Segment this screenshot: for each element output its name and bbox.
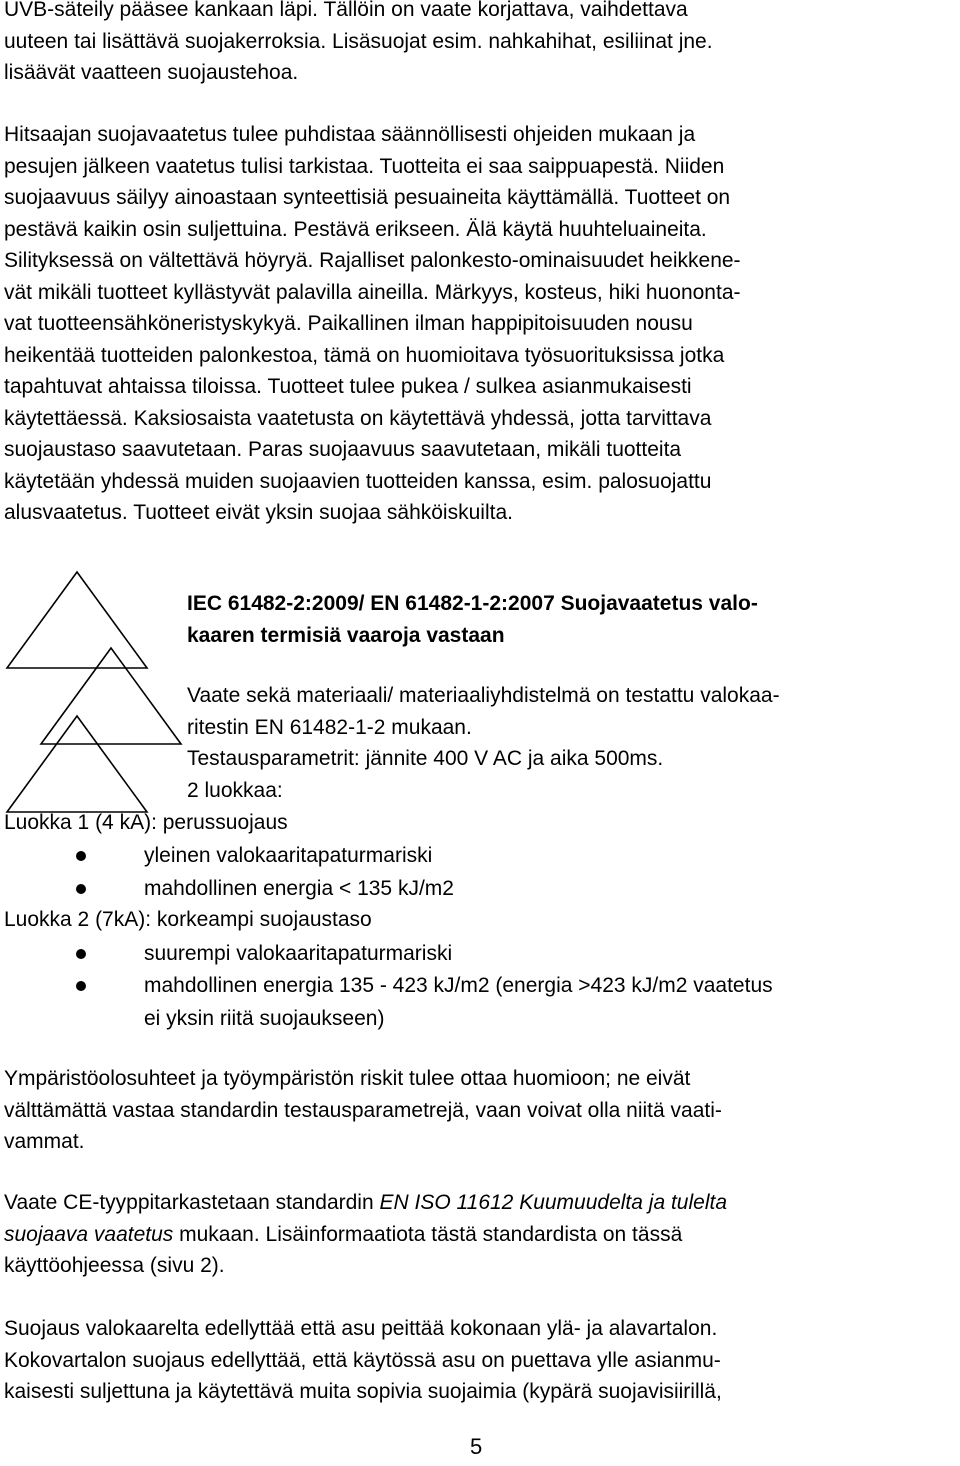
text-line: pestävä kaikin osin suljettuina. Pestävä erikseen. Älä käytä huuhteluaineita.	[4, 217, 707, 241]
text-line: Silityksessä on vältettävä höyryä. Rajalliset palonkesto-ominaisuudet heikkene-	[4, 249, 741, 272]
text-line	[4, 1219, 954, 1251]
text-line: välttämättä vastaa standardin testausparametrejä, vaan voivat olla niitä vaati-	[4, 1098, 722, 1122]
standard-description	[187, 680, 780, 806]
text-line: UVB-säteily pääsee kankaan läpi. Tällöin on vaate korjattava, vaihdettava	[4, 0, 688, 21]
text-line: käyttöohjeessa (sivu 2).	[4, 1254, 225, 1277]
environment-paragraph	[4, 1063, 954, 1158]
protection-paragraph	[4, 1313, 954, 1408]
text-line: Suojaus valokaarelta edellyttää että asu peittää kokonaan ylä- ja alavartalon.	[4, 1317, 718, 1340]
ce-text: Vaate CE-tyyppitarkastetaan standardin	[4, 1191, 380, 1214]
intro-paragraph	[4, 0, 954, 89]
text-line: käytetään yhdessä muiden suojaavien tuotteiden kanssa, esim. palosuojattu	[4, 469, 712, 493]
text-line: uuteen tai lisättävä suojakerroksia. Lisäsuojat esim. nahkahihat, esiliinat jne.	[4, 29, 713, 53]
warning-triangles-icon	[5, 570, 185, 815]
text-line: 2 luokkaa:	[187, 778, 283, 802]
text-line: Hitsaajan suojavaatetus tulee puhdistaa säännöllisesti ohjeiden mukaan ja	[4, 123, 696, 146]
text-line	[4, 1187, 954, 1219]
text-line: alusvaatetus. Tuotteet eivät yksin suojaa sähköiskuilta.	[4, 501, 513, 524]
class1-heading: Luokka 1 (4 kA): perussuojaus	[4, 811, 288, 834]
class1-bullet: yleinen valokaaritapaturmariski	[144, 844, 433, 867]
standard-title-line: kaaren termisiä vaaroja vastaan	[187, 623, 505, 647]
text-line: heikentää tuotteiden palonkestoa, tämä on huomioitava työsuorituksissa jotka	[4, 343, 725, 367]
standard-title-line: IEC 61482-2:2009/ EN 61482-1-2:2007 Suojavaatetus valo-	[187, 592, 758, 615]
text-line: Ympäristöolosuhteet ja työympäristön riskit tulee ottaa huomioon; ne eivät	[4, 1067, 691, 1090]
text-line: vammat.	[4, 1130, 85, 1153]
page-number: 5	[470, 1434, 483, 1459]
standard-reference: suojaava vaatetus	[4, 1222, 174, 1246]
text-line: vat tuotteensähköneristyskykyä. Paikallinen ilman happipitoisuuden nousu	[4, 312, 693, 335]
text-line: suojaustaso saavutetaan. Paras suojaavuus saavutetaan, mikäli tuotteita	[4, 438, 682, 461]
text-line: Kokovartalon suojaus edellyttää, että käytössä asu on puettava ylle asianmu-	[4, 1348, 721, 1372]
bullet-icon	[76, 981, 86, 991]
text-line: kaisesti suljettuna ja käytettävä muita sopivia suojaimia (kypärä suojavisiirillä,	[4, 1380, 722, 1403]
ce-paragraph	[4, 1187, 954, 1282]
class2-bullet: suurempi valokaaritapaturmariski	[144, 942, 453, 965]
text-line: lisäävät vaatteen suojaustehoa.	[4, 61, 299, 84]
class2-bullet-continuation: ei yksin riitä suojaukseen)	[144, 1007, 385, 1030]
class2-heading: Luokka 2 (7kA): korkeampi suojaustaso	[4, 908, 372, 931]
text-line: tapahtuvat ahtaissa tiloissa. Tuotteet tulee pukea / sulkea asianmukaisesti	[4, 375, 692, 398]
standard-reference: EN ISO 11612 Kuumuudelta ja tulelta	[379, 1191, 727, 1214]
text-line: Vaate sekä materiaali/ materiaaliyhdistelmä on testattu valokaa-	[187, 684, 780, 707]
bullet-icon	[76, 851, 86, 861]
text-line: suojaavuus säilyy ainoastaan synteettisiä pesuaineita käyttämällä. Tuotteet on	[4, 186, 731, 209]
text-line: Testausparametrit: jännite 400 V AC ja aika 500ms.	[187, 747, 664, 770]
text-line: pesujen jälkeen vaatetus tulisi tarkistaa. Tuotteita ei saa saippuapestä. Niiden	[4, 154, 725, 178]
text-line: vät mikäli tuotteet kyllästyvät palavilla aineilla. Märkyys, kosteus, hiki huononta-	[4, 280, 741, 304]
text-line: ritestin EN 61482-1-2 mukaan.	[187, 715, 472, 739]
bullet-icon	[76, 884, 86, 894]
ce-text: mukaan. Lisäinformaatiota tästä standardista on tässä	[173, 1222, 683, 1246]
standard-title	[187, 588, 758, 651]
text-line: käytettäessä. Kaksiosaista vaatetusta on käytettävä yhdessä, jotta tarvittava	[4, 406, 712, 430]
care-paragraph	[4, 119, 954, 529]
class1-bullet: mahdollinen energia < 135 kJ/m2	[144, 877, 454, 900]
class2-bullet: mahdollinen energia 135 - 423 kJ/m2 (energia >423 kJ/m2 vaatetus	[144, 974, 773, 997]
bullet-icon	[76, 949, 86, 959]
